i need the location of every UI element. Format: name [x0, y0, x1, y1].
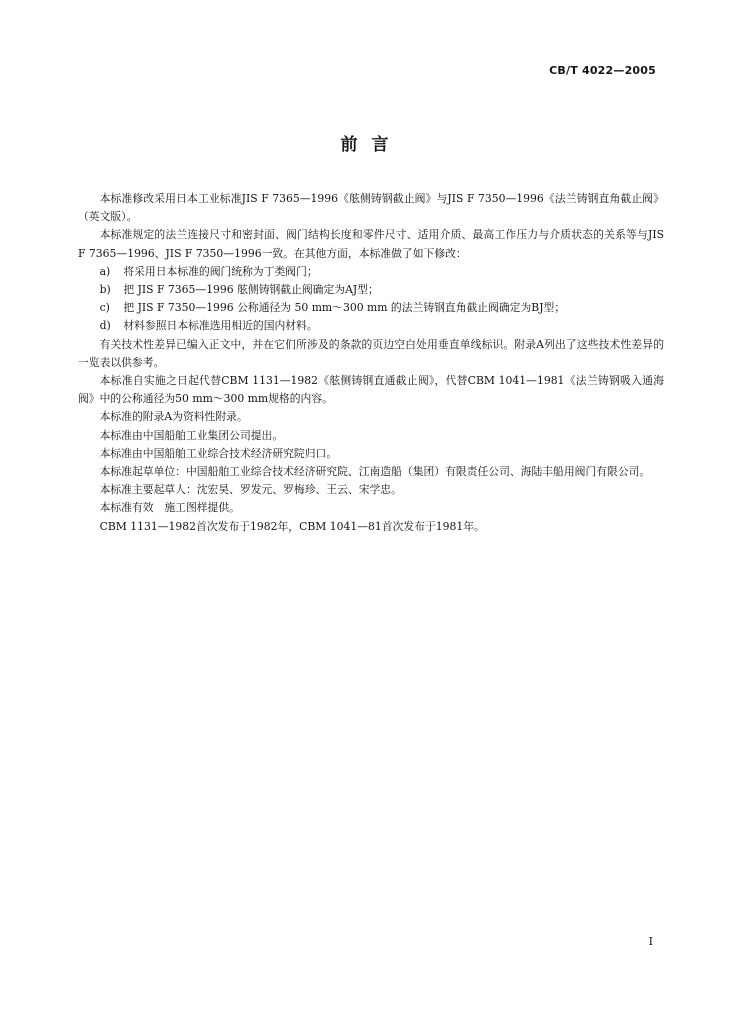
list-item	[78, 281, 664, 299]
paragraph: 本标准有效 施工图样提供。	[99, 501, 240, 515]
paragraph: 本标准修改采用日本工业标准JIS F 7365—1996《舷侧铸钢截止阀》与JIS F 7350—1996《法兰铸钢直角截止阀》（英文版）。	[78, 192, 664, 224]
list-item-label: c)	[99, 301, 110, 315]
paragraph: 本标准自实施之日起代替CBM 1131—1982《舷侧铸钢直通截止阀》，代替CBM 1041—1981《法兰铸钢吸入通海阀》中的公称通径为50 mm～300 mm规格的内容。	[78, 374, 664, 406]
list-item-text: 将采用日本标准的阀门统称为丁类阀门；	[123, 264, 318, 278]
paragraph: 本标准主要起草人：沈宏昊、罗发元、罗梅珍、王云、宋学忠。	[99, 483, 402, 497]
list-item-text: 把 JIS F 7350—1996 公称通径为 50 mm～300 mm 的法兰铸钢直角截止阀确定为BJ型；	[123, 301, 566, 315]
list-item	[78, 299, 664, 317]
paragraph: CBM 1131—1982首次发布于1982年，CBM 1041—81首次发布于1981年。	[99, 519, 485, 533]
list-item	[78, 263, 664, 281]
paragraph: 本标准的附录A为资料性附录。	[99, 410, 248, 424]
paragraph: 有关技术性差异已编入正文中，并在它们所涉及的条款的页边空白处用垂直单线标识。附录A列出了这些技术性差异的一览表以供参考。	[78, 337, 664, 369]
paragraph: 本标准由中国船舶工业集团公司提出。	[99, 428, 284, 442]
page-number: I	[648, 935, 653, 948]
list-item	[78, 317, 664, 335]
list-item-label: a)	[99, 264, 111, 278]
document-code: CB/T 4022—2005	[549, 64, 656, 77]
page-title: 前言	[340, 135, 403, 155]
paragraph: 本标准规定的法兰连接尺寸和密封面、阀门结构长度和零件尺寸、适用介质、最高工作压力与介质状态的关系等与JIS F 7365—1996、JIS F 7350—1996一致。在其他方面，本标准做了如下修改：	[78, 228, 664, 260]
paragraph: 本标准由中国船舶工业综合技术经济研究院归口。	[99, 446, 338, 460]
list-item-text: 把 JIS F 7365—1996 舷侧铸钢截止阀确定为AJ型；	[123, 283, 379, 297]
paragraph: 本标准起草单位：中国船舶工业综合技术经济研究院、江南造船（集团）有限责任公司、海陆丰船用阀门有限公司。	[99, 465, 651, 479]
list-item-label: b)	[99, 283, 111, 297]
list-item-label: d)	[99, 319, 111, 333]
list-item-text: 材料参照日本标准选用相近的国内材料。	[123, 319, 318, 333]
document-body	[78, 190, 664, 536]
